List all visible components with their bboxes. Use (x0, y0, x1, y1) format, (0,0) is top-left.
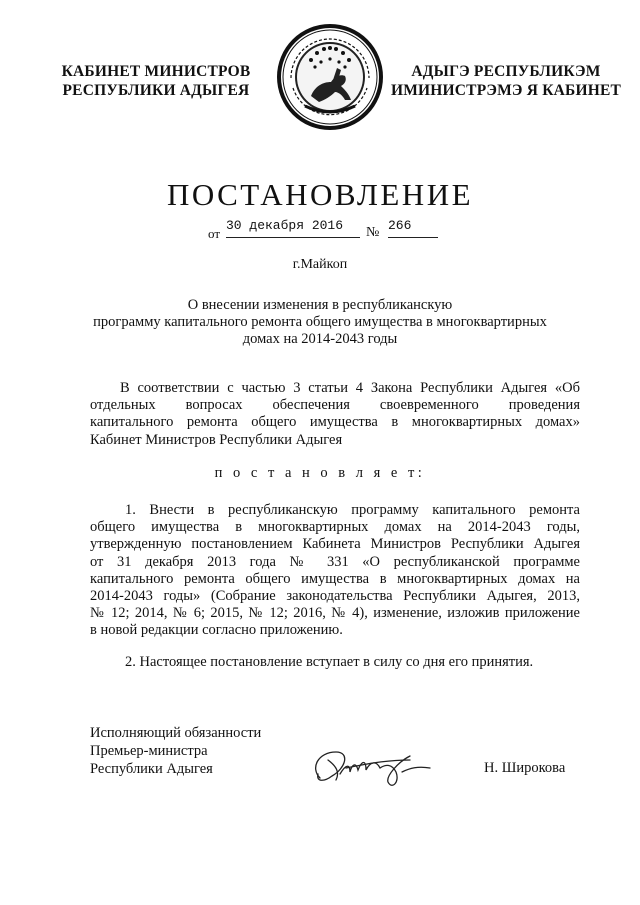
signatory-position (90, 724, 261, 778)
issuer-adyghe (388, 62, 624, 100)
subject-line: программу капитального ремонта общего имущества в многоквартирных (93, 314, 547, 330)
date-prefix: от (208, 226, 221, 241)
issuer-russian (56, 62, 256, 100)
item-1-line: 1. Внести в республиканскую программу капитального ремонта (125, 502, 580, 518)
subject-line: О внесении изменения в республиканскую (187, 297, 453, 313)
item-1-line: утвержденную постановлением Кабинета Министров Республики Адыгея (90, 536, 580, 553)
signatory-name: Н. Широкова (484, 760, 566, 776)
item-2-paragraph: 2. Настоящее постановление вступает в силу со дня его принятия. (125, 654, 534, 670)
issuer-russian-line1: КАБИНЕТ МИНИСТРОВ (61, 63, 251, 80)
issuer-adyghe-line2: ИМИНИСТРЭМЭ Я КАБИНЕТ (390, 82, 622, 99)
position-line: Премьер-министра (90, 743, 208, 759)
item-1-paragraph (90, 502, 580, 640)
item-1-line: капитального ремонта общего имущества в многоквартирных домах на (90, 570, 580, 587)
preamble-line: отдельных вопросах обеспечения своевременного проведения (90, 397, 580, 414)
date-number-row (0, 216, 640, 242)
document-date: 30 декабря 2016 (226, 218, 360, 238)
issuer-adyghe-line1: АДЫГЭ РЕСПУБЛИКЭМ (411, 63, 601, 80)
preamble-line: В соответствии с частью 3 статьи 4 Закона Республики Адыгея «Об (120, 380, 580, 396)
item-1-line: в новой редакции согласно приложению. (90, 622, 343, 639)
position-line: Исполняющий обязанности (90, 725, 262, 741)
resolves-heading: п о с т а н о в л я е т: (214, 465, 426, 481)
document-title: ПОСТАНОВЛЕНИЕ (166, 177, 474, 212)
preamble-line: капитального ремонта общего имущества в многоквартирных домах» (90, 414, 580, 431)
handwritten-signature-icon (306, 738, 446, 798)
coat-of-arms-icon (275, 22, 385, 132)
number-sign: № (366, 225, 380, 240)
preamble-line: Кабинет Министров Республики Адыгея (90, 431, 343, 448)
document-number: 266 (388, 218, 438, 238)
document-subject (60, 297, 580, 348)
position-line: Республики Адыгея (90, 761, 213, 777)
item-1-line: общего имущества в многоквартирных домах на 2014-2043 годы, (90, 519, 580, 536)
item-1-line: от 31 декабря 2013 года № 331 «О республиканской программе (90, 553, 580, 570)
issuer-russian-line2: РЕСПУБЛИКИ АДЫГЕЯ (62, 82, 250, 99)
preamble-paragraph (90, 380, 580, 449)
issue-city: г.Майкоп (292, 257, 348, 272)
subject-line: домах на 2014-2043 годы (242, 331, 398, 347)
item-1-line: 2014-2043 годы» (Собрание законодательства Республики Адыгея, 2013, (90, 588, 580, 605)
item-1-line: № 12; 2014, № 6; 2015, № 12; 2016, № 4), изменение, изложив приложение (90, 605, 580, 622)
